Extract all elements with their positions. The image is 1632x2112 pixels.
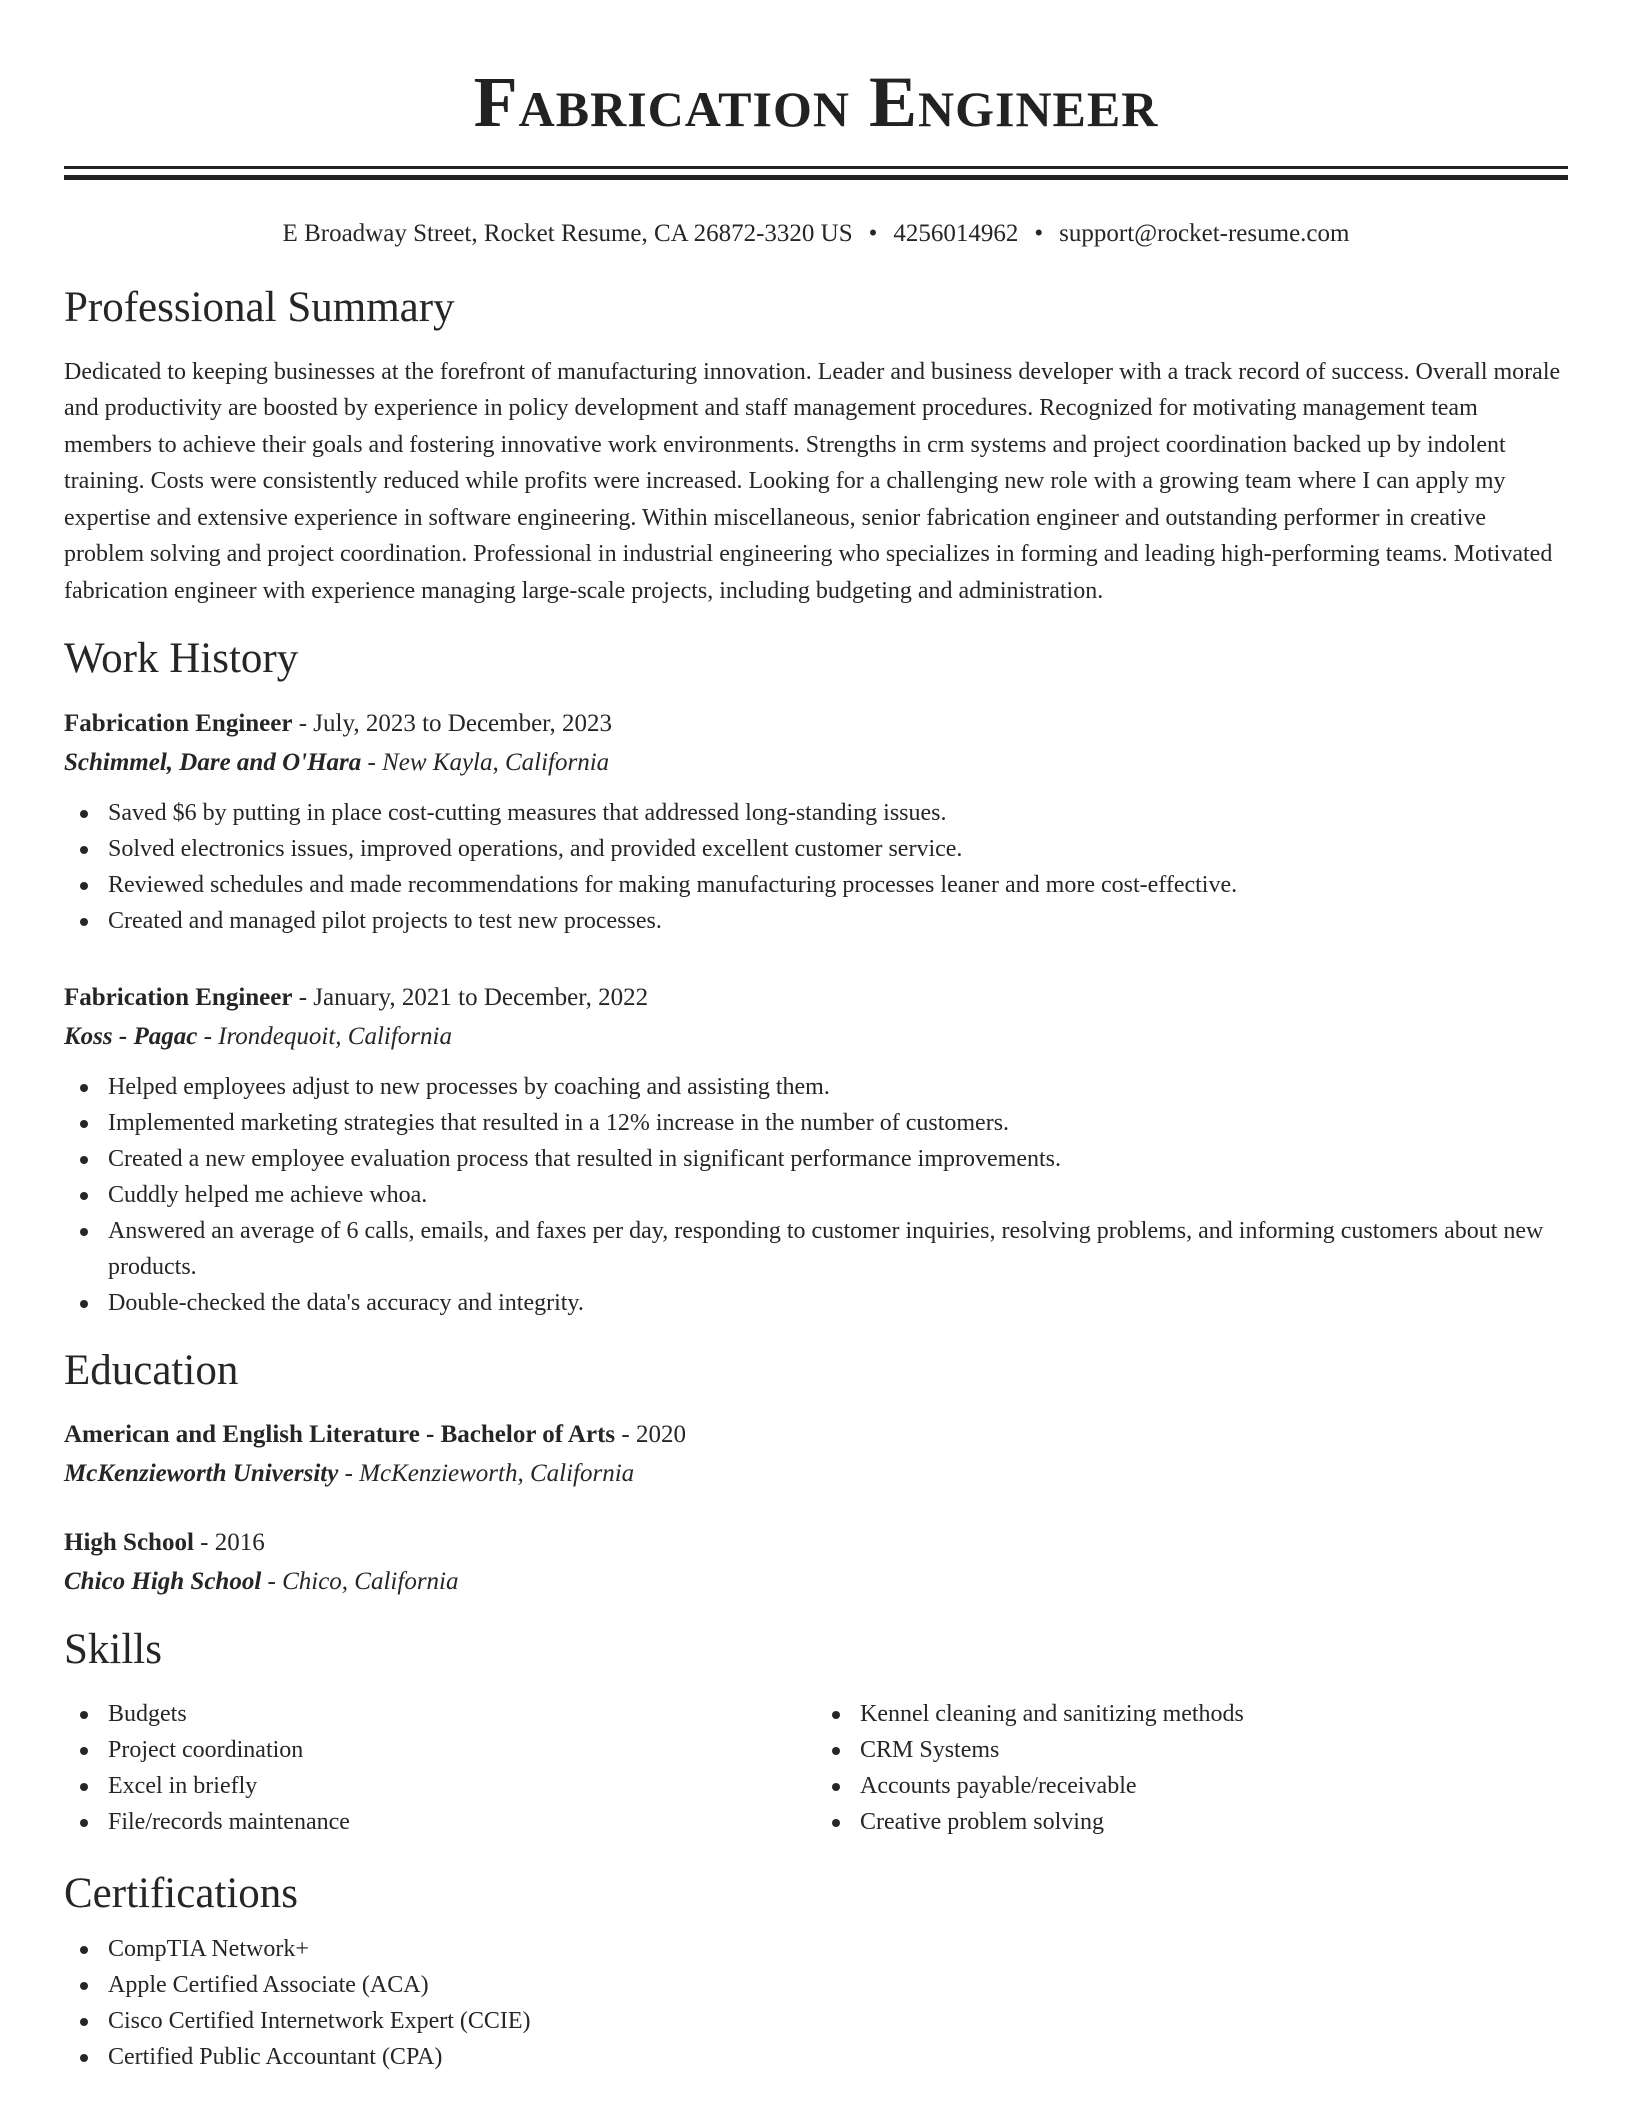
header-divider-thin [64, 166, 1568, 169]
job-company: Schimmel, Dare and O'Hara [64, 748, 362, 776]
summary-section-title: Professional Summary [64, 284, 455, 331]
list-item: Accounts payable/receivable [816, 1768, 1568, 1804]
job-location: - New Kayla, California [361, 748, 610, 776]
certifications-list [64, 1931, 1568, 2075]
list-item: Excel in briefly [64, 1768, 816, 1804]
list-item: Solved electronics issues, improved operations, and provided excellent customer service. [64, 831, 1568, 867]
job-location: - Irondequoit, California [197, 1022, 452, 1050]
skills-list-right [816, 1696, 1568, 1840]
list-item: Creative problem solving [816, 1804, 1568, 1840]
list-item: CompTIA Network+ [64, 1931, 1568, 1967]
education-degree: American and English Literature - Bachelor of Arts [64, 1421, 616, 1449]
skills-grid [64, 1696, 1568, 1840]
resume-name-heading: Fabrication Engineer [473, 62, 1159, 142]
education-year: - 2020 [615, 1421, 686, 1449]
job-dates: - January, 2021 to December, 2022 [292, 983, 649, 1011]
summary-text: Dedicated to keeping businesses at the forefront of manufacturing innovation. Leader and business developer with a track record of success. Overall morale and productivity are boosted by experience in policy development and staff management procedures. Recognized for motivating management team members to achieve their goals and fostering innovative work environments. Strengths in crm systems and project coordination backed up by indolent training. Costs were consistently reduced while profits were increased. Looking for a challenging new role with a growing team where I can apply my expertise and extensive experience in software engineering. Within miscellaneous, senior fabrication engineer and outstanding performer in creative problem solving and project coordination. Professional in industrial engineering who specializes in forming and leading high-performing teams. Motivated fabrication engineer with experience managing large-scale projects, including budgeting and administration. [64, 358, 1561, 604]
list-item: Kennel cleaning and sanitizing methods [816, 1696, 1568, 1732]
contact-email: support@rocket-resume.com [1059, 220, 1350, 247]
skills-list-left [64, 1696, 816, 1840]
education-school: Chico High School [64, 1568, 262, 1596]
list-item: Helped employees adjust to new processes by coaching and assisting them. [64, 1069, 1568, 1105]
certifications-section-title: Certifications [64, 1869, 299, 1917]
list-item: Implemented marketing strategies that resulted in a 12% increase in the number of customers. [64, 1105, 1568, 1141]
contact-separator: • [868, 220, 878, 247]
contact-line [64, 214, 1568, 254]
job-entry [64, 979, 1568, 1321]
education-school-line [64, 1454, 1568, 1494]
job-company-line [64, 1017, 1568, 1057]
list-item: Apple Certified Associate (ACA) [64, 1967, 1568, 2003]
education-degree: High School [64, 1529, 194, 1557]
education-degree-line [64, 1524, 1568, 1562]
list-item: Created a new employee evaluation process that resulted in significant performance improvements. [64, 1141, 1568, 1177]
job-company: Koss - Pagac [64, 1022, 198, 1050]
list-item: Cisco Certified Internetwork Expert (CCIE) [64, 2003, 1568, 2039]
job-role-line [64, 705, 1568, 743]
job-company-line [64, 743, 1568, 783]
skills-section-title: Skills [64, 1626, 162, 1674]
education-school: McKenzieworth University [64, 1460, 339, 1488]
education-entry [64, 1524, 1568, 1602]
list-item: Project coordination [64, 1732, 816, 1768]
job-bullet-list [64, 1069, 1568, 1321]
contact-separator: • [1034, 220, 1044, 247]
job-role: Fabrication Engineer [64, 983, 293, 1011]
list-item: Answered an average of 6 calls, emails, and faxes per day, responding to customer inquiries, resolving problems, and informing customers about new products. [64, 1213, 1568, 1285]
header-divider-thick [64, 175, 1568, 180]
education-location: - McKenzieworth, California [338, 1460, 635, 1488]
list-item: CRM Systems [816, 1732, 1568, 1768]
list-item: Certified Public Accountant (CPA) [64, 2039, 1568, 2075]
job-entry [64, 705, 1568, 939]
education-location: - Chico, California [261, 1568, 459, 1596]
list-item: Double-checked the data's accuracy and integrity. [64, 1285, 1568, 1321]
education-section-title: Education [64, 1346, 239, 1394]
list-item: Cuddly helped me achieve whoa. [64, 1177, 1568, 1213]
job-role: Fabrication Engineer [64, 709, 293, 737]
job-bullet-list [64, 795, 1568, 939]
contact-address: E Broadway Street, Rocket Resume, CA 26872-3320 US [282, 220, 853, 247]
education-entry [64, 1416, 1568, 1494]
list-item: File/records maintenance [64, 1804, 816, 1840]
job-dates: - July, 2023 to December, 2023 [292, 709, 612, 737]
contact-phone: 4256014962 [893, 220, 1019, 247]
list-item: Reviewed schedules and made recommendations for making manufacturing processes leaner and more cost-effective. [64, 867, 1568, 903]
education-degree-line [64, 1416, 1568, 1454]
education-school-line [64, 1562, 1568, 1602]
work-history-section-title: Work History [64, 635, 299, 683]
list-item: Created and managed pilot projects to test new processes. [64, 903, 1568, 939]
list-item: Saved $6 by putting in place cost-cutting measures that addressed long-standing issues. [64, 795, 1568, 831]
job-role-line [64, 979, 1568, 1017]
list-item: Budgets [64, 1696, 816, 1732]
education-year: - 2016 [193, 1529, 265, 1557]
